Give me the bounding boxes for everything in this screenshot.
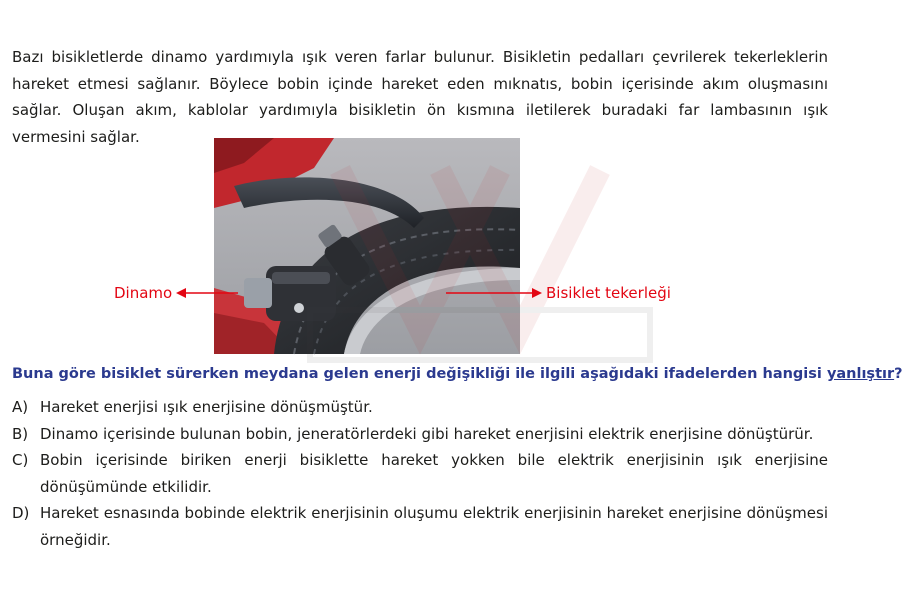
option-c-text: Bobin içerisinde biriken enerji bisiklette hareket yokken bile elektrik enerjisinin ışık enerjisine dönüşümünde etkilidir. xyxy=(40,451,828,496)
question-emphasis: yanlıştır xyxy=(826,366,895,382)
wheel-arrow xyxy=(446,285,542,301)
option-b-text: Dinamo içerisinde bulunan bobin, jeneratörlerdeki gibi hareket enerjisini elektrik enerjisine dönüştürür. xyxy=(40,424,814,443)
intro-paragraph: Bazı bisikletlerde dinamo yardımıyla ışık veren farlar bulunur. Bisikletin pedalları çevrilerek tekerleklerin hareket etmesi sağlanır. Böylece bobin içinde hareket eden mıknatıs, bobin içerisinde akım oluşmasını sağlar. Oluşan akım, kablolar yardımıyla bisikletin ön kısmına iletilerek buradaki far lambasının ışık vermesini sağlar. xyxy=(12,48,828,146)
option-b[interactable]: B) Dinamo içerisinde bulunan bobin, jeneratörlerdeki gibi hareket enerjisini elektrik enerjisine dönüştürür. xyxy=(12,424,814,443)
dynamo-arrow xyxy=(176,285,238,301)
answer-options xyxy=(12,394,828,553)
option-d-text: Hareket esnasında bobinde elektrik enerjisinin oluşumu elektrik enerjisinin hareket enerjisine dönüşmesi örneğidir. xyxy=(40,504,828,549)
dynamo-label: Dinamo xyxy=(114,284,173,302)
wheel-label: Bisiklet tekerleği xyxy=(546,284,671,302)
option-c[interactable]: C) Bobin içerisinde biriken enerji bisiklette hareket yokken bile elektrik enerjisinin ışık enerjisine dönüşümünde etkilidir. xyxy=(12,451,828,496)
option-a[interactable]: A) Hareket enerjisi ışık enerjisine dönüşmüştür. xyxy=(12,398,373,416)
question-text: Buna göre bisiklet sürerken meydana gelen enerji değişikliği ile ilgili aşağıdaki ifadelerden hangisi yanlıştır? xyxy=(12,366,903,382)
option-d[interactable]: D) Hareket esnasında bobinde elektrik enerjisinin oluşumu elektrik enerjisinin hareket enerjisine dönüşmesi örneğidir. xyxy=(12,504,828,549)
bicycle-dynamo-photo xyxy=(214,138,520,354)
option-a-text: Hareket enerjisi ışık enerjisine dönüşmüştür. xyxy=(40,398,373,416)
